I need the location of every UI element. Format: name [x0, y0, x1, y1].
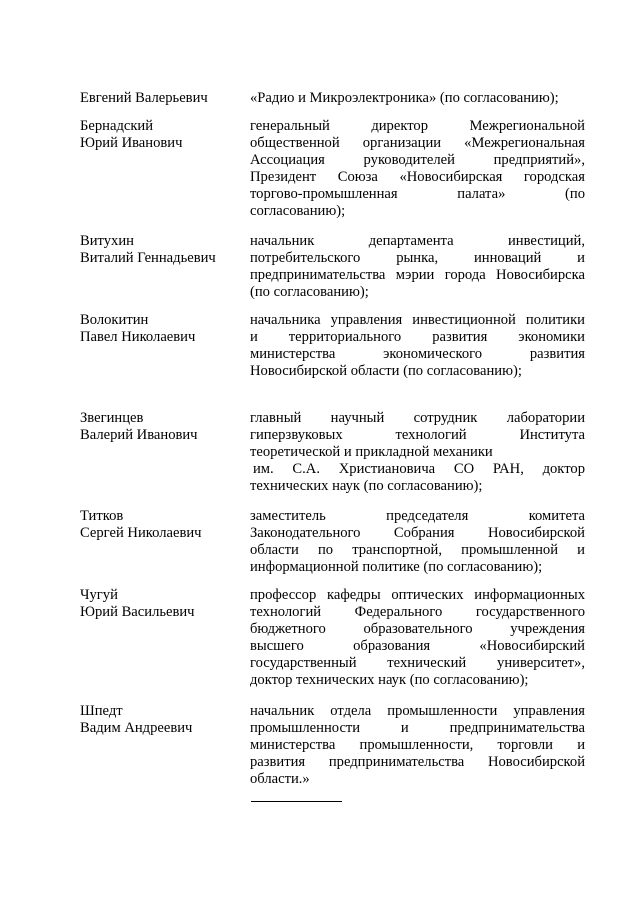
member-description: [250, 312, 585, 380]
member-name: [80, 233, 245, 267]
description-line: начальник отдела промышленности управления: [250, 703, 585, 719]
description-line: технических наук (по согласованию);: [250, 478, 483, 494]
member-name-line: Витухин: [80, 233, 134, 249]
member-name-line: Евгений Валерьевич: [80, 90, 208, 106]
description-line: начальник департамента инвестиций,: [250, 233, 585, 249]
description-line: развития предпринимательства Новосибирской: [250, 754, 585, 770]
member-name: [80, 410, 245, 444]
member-name-line: Волокитин: [80, 312, 149, 328]
description-line: начальника управления инвестиционной политики: [250, 312, 585, 328]
description-line: потребительского рынка, инноваций и: [250, 250, 585, 266]
description-line: предпринимательства мэрии города Новосибирска: [250, 267, 585, 283]
description-line: общественной организации «Межрегиональная: [250, 135, 585, 151]
member-name: [80, 508, 245, 542]
member-name-line: Титков: [80, 508, 124, 524]
description-line: согласованию);: [250, 203, 346, 219]
description-line: министерства экономического развития: [250, 346, 585, 362]
member-description: [250, 90, 585, 107]
member-name-line: Виталий Геннадьевич: [80, 250, 216, 266]
member-name: [80, 90, 245, 107]
description-line: профессор кафедры оптических информационных: [250, 587, 585, 603]
member-name-line: Чугуй: [80, 587, 118, 603]
description-line: (по согласованию);: [250, 284, 369, 300]
description-line: заместитель председателя комитета: [250, 508, 585, 524]
description-line: теоретической и прикладной механики: [250, 444, 493, 460]
description-line: Ассоциация руководителей предприятий»,: [250, 152, 585, 168]
description-line: министерства промышленности, торговли и: [250, 737, 585, 753]
description-line: им. С.А. Христиановича СО РАН, доктор: [253, 461, 585, 477]
description-line: Законодательного Собрания Новосибирской: [250, 525, 585, 541]
member-name-line: Павел Николаевич: [80, 329, 196, 345]
member-name-line: Сергей Николаевич: [80, 525, 202, 541]
member-name: [80, 312, 245, 346]
description-line: области по транспортной, промышленной и: [250, 542, 585, 558]
description-line: торгово-промышленная палата» (по: [250, 186, 585, 202]
member-description: [250, 118, 585, 220]
member-description: [250, 233, 585, 301]
member-name-line: Валерий Иванович: [80, 427, 198, 443]
member-name: [80, 118, 245, 152]
description-line: главный научный сотрудник лаборатории: [250, 410, 585, 426]
member-description: [250, 587, 585, 689]
description-line: бюджетного образовательного учреждения: [250, 621, 585, 637]
member-name-line: Юрий Васильевич: [80, 604, 195, 620]
description-line: генеральный директор Межрегиональной: [250, 118, 585, 134]
description-line: «Радио и Микроэлектроника» (по согласованию);: [250, 90, 559, 106]
description-line: промышленности и предпринимательства: [250, 720, 585, 736]
description-line: области.»: [250, 771, 310, 787]
description-line: Президент Союза «Новосибирская городская: [250, 169, 585, 185]
description-line: высшего образования «Новосибирский: [250, 638, 585, 654]
member-name-line: Вадим Андреевич: [80, 720, 193, 736]
member-description: [250, 508, 585, 576]
description-line: Новосибирской области (по согласованию);: [250, 363, 522, 379]
member-name: [80, 587, 245, 621]
member-name-line: Юрий Иванович: [80, 135, 183, 151]
description-line: и территориального развития экономики: [250, 329, 585, 345]
member-description: [250, 703, 585, 788]
description-line: технологий Федерального государственного: [250, 604, 585, 620]
closing-rule: [251, 801, 342, 802]
member-name-line: Звегинцев: [80, 410, 144, 426]
member-description: [250, 410, 585, 495]
description-line: государственный технический университет»,: [250, 655, 585, 671]
description-line: гиперзвуковых технологий Института: [250, 427, 585, 443]
member-name: [80, 703, 245, 737]
member-name-line: Шпедт: [80, 703, 123, 719]
description-line: доктор технических наук (по согласованию);: [250, 672, 529, 688]
member-name-line: Бернадский: [80, 118, 154, 134]
description-line: информационной политике (по согласованию);: [250, 559, 543, 575]
